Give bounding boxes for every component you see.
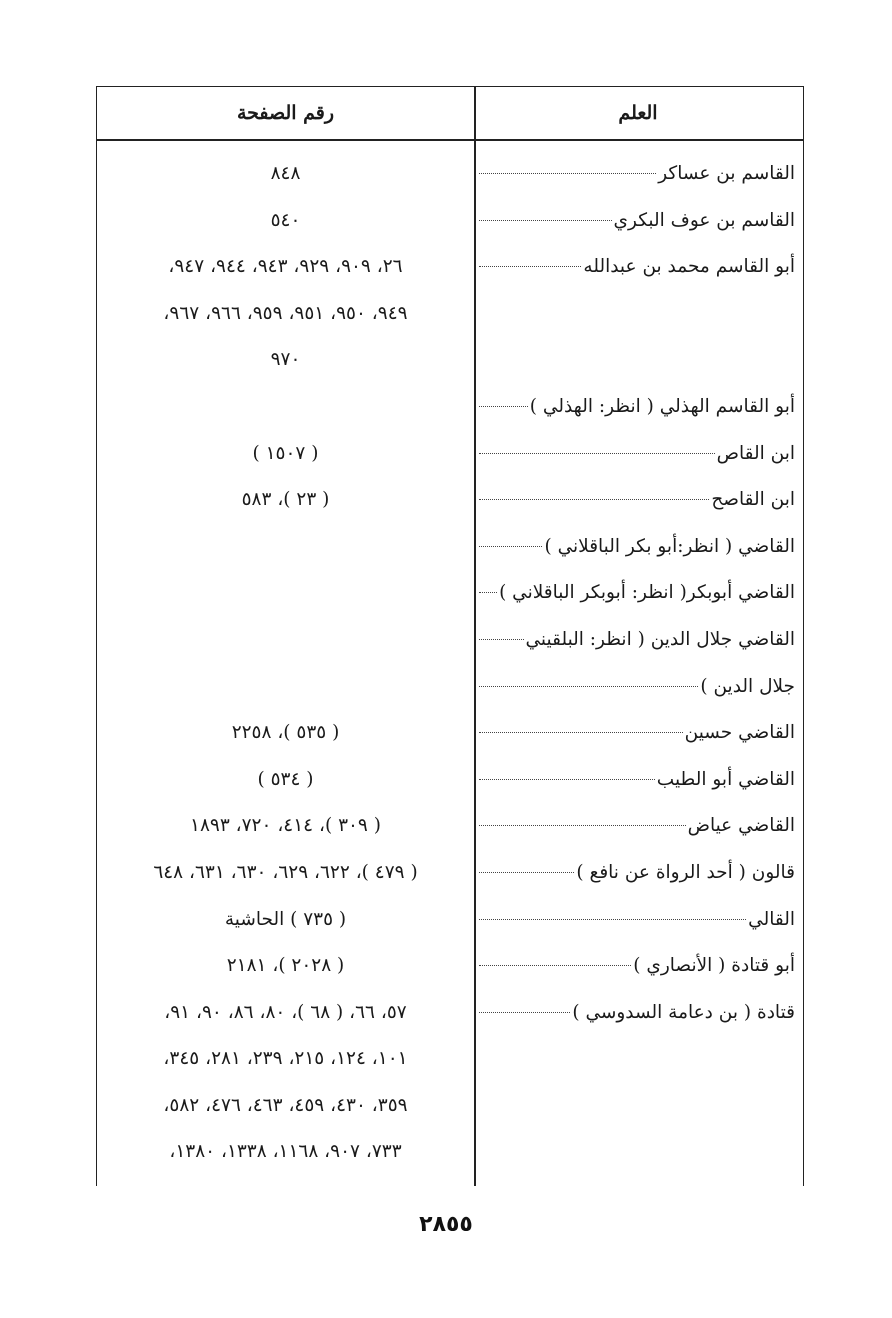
entry-pages: ٨٤٨ [270, 163, 301, 184]
entry-name-row [477, 1083, 795, 1130]
dotted-leader [479, 732, 683, 733]
entry-name: القاسم بن عساكر [658, 163, 795, 184]
dotted-leader [479, 872, 574, 873]
entry-name-row [477, 1129, 795, 1176]
entry-name-row [477, 477, 795, 524]
entry-name: جلال الدين ) [700, 675, 795, 697]
entry-pages [97, 524, 474, 571]
name-column-header: العلم [618, 102, 658, 124]
pages-column-header: رقم الصفحة [236, 102, 335, 124]
entry-name-row [477, 990, 795, 1037]
entry-name: القالي [748, 908, 795, 930]
entry-name: قتادة ( بن دعامة السدوسي ) [572, 1001, 795, 1023]
dotted-leader [479, 919, 746, 920]
entry-name-row [477, 198, 795, 245]
index-table [96, 86, 804, 1186]
entry-pages [97, 384, 474, 431]
dotted-leader [479, 499, 709, 500]
dotted-leader [479, 779, 655, 780]
entry-name: قالون ( أحد الرواة عن نافع ) [576, 861, 795, 883]
entry-name-row [477, 151, 795, 198]
entry-pages: ٩٤٩، ٩٥٠، ٩٥١، ٩٥٩، ٩٦٦، ٩٦٧، [163, 302, 408, 324]
pages-column [97, 151, 474, 1176]
dotted-leader [479, 546, 542, 547]
entry-name: القاضي عياض [687, 815, 795, 837]
entry-name-row [477, 664, 795, 711]
entry-name-row [477, 850, 795, 897]
entry-pages: ( ٧٣٥ ) الحاشية [224, 908, 347, 930]
entry-pages: ٧٣٣، ٩٠٧، ١١٦٨، ١٣٣٨، ١٣٨٠، [169, 1141, 402, 1163]
entry-name: القاضي ( انظر:أبو بكر الباقلاني ) [544, 535, 795, 557]
entry-name-row [477, 943, 795, 990]
entry-pages: ٥٤٠ [270, 209, 301, 231]
entry-pages: ( ٥٣٤ ) [257, 768, 314, 790]
entry-name: القاضي حسين [684, 722, 795, 744]
entry-pages: ٩٧٠ [270, 349, 301, 371]
dotted-leader [479, 592, 497, 593]
column-divider [474, 87, 476, 1186]
entry-name-row [477, 897, 795, 944]
entry-name-row [477, 431, 795, 478]
entry-name-row [477, 1036, 795, 1083]
entry-name: ابن القاصح [711, 489, 795, 511]
entry-pages: ( ٢٣ )، ٥٨٣ [241, 489, 330, 511]
entry-pages: ١٠١، ١٢٤، ٢١٥، ٢٣٩، ٢٨١، ٣٤٥، [163, 1048, 408, 1070]
entry-name: أبو قتادة ( الأنصاري ) [633, 955, 795, 977]
page-number: ٢٨٥٥ [419, 1212, 473, 1237]
entry-pages [97, 570, 474, 617]
entry-pages: ( ٢٠٢٨ )، ٢١٨١ [226, 955, 345, 977]
entry-pages [97, 617, 474, 664]
dotted-leader [479, 266, 581, 267]
entry-name: أبو القاسم محمد بن عبدالله [583, 256, 795, 278]
entry-name-row [477, 803, 795, 850]
entry-name-row [477, 570, 795, 617]
names-column [477, 151, 795, 1176]
entry-name-row [477, 244, 795, 291]
entry-pages: ( ٣٠٩ )، ٤١٤، ٧٢٠، ١٨٩٣ [190, 815, 381, 837]
entry-pages: ( ٥٣٥ )، ٢٢٥٨ [231, 722, 340, 744]
dotted-leader [479, 1012, 570, 1013]
entry-name-row [477, 291, 795, 338]
entry-name: القاضي جلال الدين ( انظر: البلقيني [525, 628, 795, 650]
entry-name-row [477, 617, 795, 664]
entry-pages: ( ١٥٠٧ ) [252, 442, 319, 464]
entry-name: القاضي أبوبكر( انظر: أبوبكر الباقلاني ) [499, 582, 795, 604]
entry-pages [97, 664, 474, 711]
dotted-leader [479, 825, 686, 826]
entry-name: القاضي أبو الطيب [656, 768, 795, 790]
entry-name-row [477, 710, 795, 757]
dotted-leader [479, 639, 524, 640]
dotted-leader [479, 453, 715, 454]
entry-name-row [477, 757, 795, 804]
entry-name-row [477, 337, 795, 384]
header-divider [97, 139, 803, 141]
dotted-leader [479, 220, 612, 221]
dotted-leader [479, 173, 656, 174]
entry-pages: ( ٤٧٩ )، ٦٢٢، ٦٢٩، ٦٣٠، ٦٣١، ٦٤٨ [153, 861, 418, 883]
entry-name: ابن القاص [716, 442, 795, 464]
dotted-leader [479, 965, 631, 966]
dotted-leader [479, 406, 528, 407]
entry-pages: ٥٧، ٦٦، ( ٦٨ )، ٨٠، ٨٦، ٩٠، ٩١، [164, 1001, 407, 1023]
entry-name: أبو القاسم الهذلي ( انظر: الهذلي ) [529, 395, 795, 417]
entry-name-row [477, 384, 795, 431]
entry-pages: ٢٦، ٩٠٩، ٩٢٩، ٩٤٣، ٩٤٤، ٩٤٧، [168, 256, 403, 278]
dotted-leader [479, 686, 698, 687]
entry-name: القاسم بن عوف البكري [613, 209, 795, 231]
entry-pages: ٣٥٩، ٤٣٠، ٤٥٩، ٤٦٣، ٤٧٦، ٥٨٢، [163, 1094, 408, 1116]
entry-name-row [477, 524, 795, 571]
